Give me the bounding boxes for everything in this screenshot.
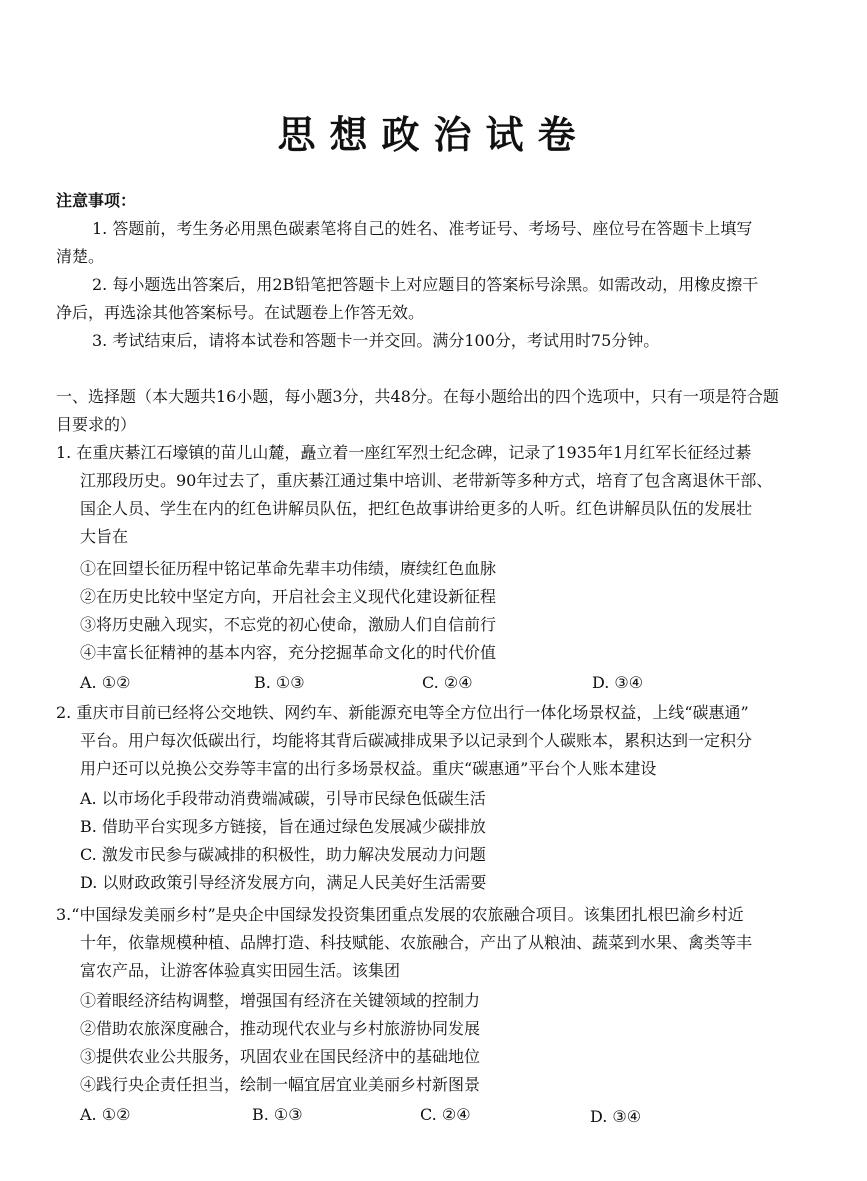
q3-stem-line-1: 3.“中国绿发美丽乡村”是央企中国绿发投资集团重点发展的农旅融合项目。该集团扎根巴渝乡村近 bbox=[56, 905, 744, 924]
q1-statement-1: ①在回望长征历程中铭记革命先辈丰功伟绩，赓续红色血脉 bbox=[80, 559, 497, 578]
notice-item-2-line-1: 2. 每小题选出答案后，用2B铅笔把答题卡上对应题目的答案标号涂黑。如需改动，用橡皮擦干 bbox=[92, 275, 759, 294]
q2-option-b[interactable]: B. 借助平台实现多方链接，旨在通过绿色发展减少碳排放 bbox=[80, 817, 486, 836]
q1-option-c[interactable]: C. ②④ bbox=[422, 673, 473, 692]
section-heading-line-1: 一、选择题（本大题共16小题，每小题3分，共48分。在每小题给出的四个选项中，只有一项是符合题 bbox=[56, 387, 779, 406]
notice-item-1-line-1: 1. 答题前，考生务必用黑色碳素笔将自己的姓名、准考证号、考场号、座位号在答题卡上填写 bbox=[92, 219, 753, 238]
q1-option-b[interactable]: B. ①③ bbox=[254, 673, 305, 692]
q1-statement-3: ③将历史融入现实，不忘党的初心使命，激励人们自信前行 bbox=[80, 615, 497, 634]
q2-stem-line-3: 用户还可以兑换公交券等丰富的出行多场景权益。重庆“碳惠通”平台个人账本建设 bbox=[80, 759, 657, 778]
q1-option-a[interactable]: A. ①② bbox=[80, 673, 131, 692]
q1-option-d[interactable]: D. ③④ bbox=[592, 673, 644, 692]
section-heading-line-2: 目要求的） bbox=[56, 415, 137, 434]
notice-item-3-line-1: 3. 考试结束后，请将本试卷和答题卡一并交回。满分100分，考试用时75分钟。 bbox=[92, 331, 660, 350]
q3-stem-line-3: 富农产品，让游客体验真实田园生活。该集团 bbox=[80, 961, 401, 980]
notice-heading: 注意事项： bbox=[56, 191, 137, 210]
q1-statement-2: ②在历史比较中坚定方向，开启社会主义现代化建设新征程 bbox=[80, 587, 497, 606]
q3-statement-1: ①着眼经济结构调整，增强国有经济在关键领域的控制力 bbox=[80, 991, 481, 1010]
q1-statement-4: ④丰富长征精神的基本内容，充分挖掘革命文化的时代价值 bbox=[80, 643, 497, 662]
page-title: 思想政治试卷 bbox=[277, 112, 590, 157]
q2-stem-line-2: 平台。用户每次低碳出行，均能将其背后碳减排成果予以记录到个人碳账本，累积达到一定积分 bbox=[80, 731, 753, 750]
q3-stem-line-2: 十年，依靠规模种植、品牌打造、科技赋能、农旅融合，产出了从粮油、蔬菜到水果、禽类等丰 bbox=[80, 933, 753, 952]
q3-option-c[interactable]: C. ②④ bbox=[420, 1105, 471, 1124]
q3-statement-4: ④践行央企责任担当，绘制一幅宜居宜业美丽乡村新图景 bbox=[80, 1075, 481, 1094]
q3-option-b[interactable]: B. ①③ bbox=[252, 1105, 303, 1124]
q2-option-d[interactable]: D. 以财政政策引导经济发展方向，满足人民美好生活需要 bbox=[80, 873, 487, 892]
q1-stem-line-2: 江那段历史。90年过去了，重庆綦江通过集中培训、老带新等多种方式，培育了包含离退休干部、 bbox=[80, 471, 773, 490]
q3-statement-3: ③提供农业公共服务，巩固农业在国民经济中的基础地位 bbox=[80, 1047, 481, 1066]
q2-stem-line-1: 2. 重庆市目前已经将公交地铁、网约车、新能源充电等全方位出行一体化场景权益，上线“碳惠通” bbox=[56, 703, 749, 722]
notice-item-1-line-2: 清楚。 bbox=[56, 247, 105, 266]
q1-stem-line-4: 大旨在 bbox=[80, 527, 129, 546]
q3-statement-2: ②借助农旅深度融合，推动现代农业与乡村旅游协同发展 bbox=[80, 1019, 481, 1038]
q2-option-c[interactable]: C. 激发市民参与碳减排的积极性，助力解决发展动力问题 bbox=[80, 845, 486, 864]
notice-item-2-line-2: 净后，再选涂其他答案标号。在试题卷上作答无效。 bbox=[56, 303, 425, 322]
q1-stem-line-3: 国企人员、学生在内的红色讲解员队伍，把红色故事讲给更多的人听。红色讲解员队伍的发展壮 bbox=[80, 499, 753, 518]
q3-option-a[interactable]: A. ①② bbox=[80, 1105, 131, 1124]
q3-option-d[interactable]: D. ③④ bbox=[590, 1107, 642, 1126]
q2-option-a[interactable]: A. 以市场化手段带动消费端减碳，引导市民绿色低碳生活 bbox=[80, 789, 486, 808]
q1-stem-line-1: 1. 在重庆綦江石壕镇的苗儿山麓，矗立着一座红军烈士纪念碑，记录了1935年1月红军长征经过綦 bbox=[56, 443, 752, 462]
